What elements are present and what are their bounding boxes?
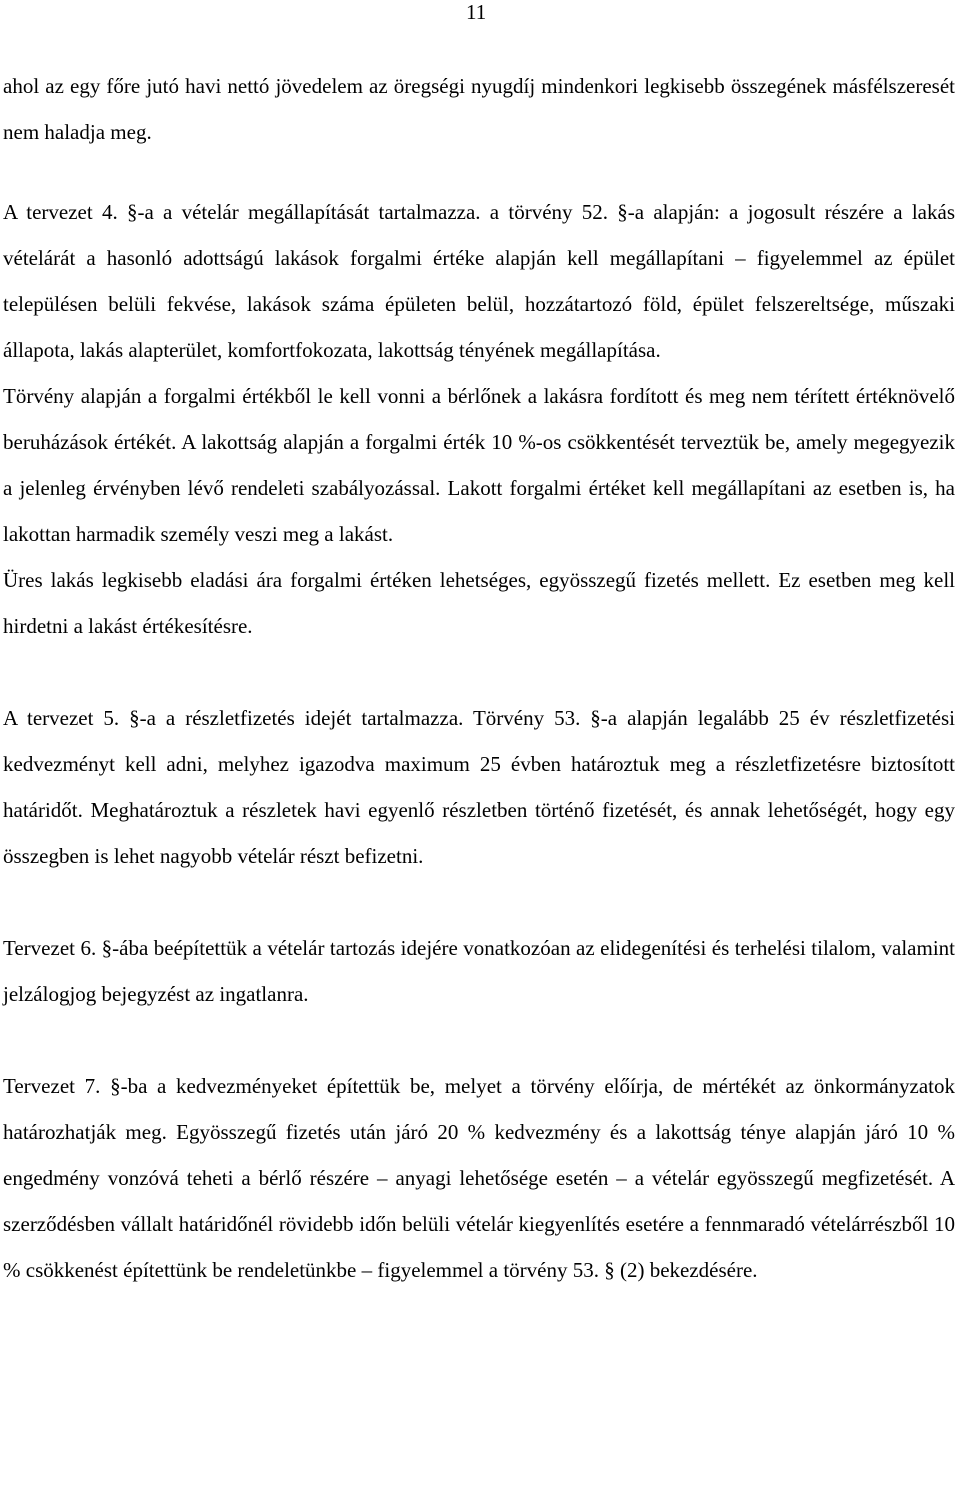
page-number: 11 xyxy=(466,0,487,24)
document-body xyxy=(3,63,955,1293)
paragraph-alienation-ban: Tervezet 6. §-ába beépítettük a vételár tartozás idejére vonatkozóan az elidegenítési és terhelési tilalom, valamint jelzálogjog bejegyzést az ingatlanra. xyxy=(3,936,955,1006)
paragraph-market-value-deduction: Törvény alapján a forgalmi értékből le kell vonni a bérlőnek a lakásra fordított és meg nem térített értéknövelő beruházások értékét. A lakottság alapján a forgalmi érték 10 %-os csökkentését terveztük be, amely megegyezik a jelenleg érvényben lévő rendeleti szabályozással. Lakott forgalmi értéket kell megállapítani az esetben is, ha lakottan harmadik személy veszi meg a lakást. xyxy=(3,384,955,546)
paragraph-spacer xyxy=(3,1017,955,1063)
paragraph-installment-payment: A tervezet 5. §-a a részletfizetés idejét tartalmazza. Törvény 53. §-a alapján legalább 25 év részletfizetési kedvezményt kell adni, melyhez igazodva maximum 25 évben határoztuk meg a részletfizetésre biztosított határidőt. Meghatároztuk a részletek havi egyenlő részletben történő fizetését, és annak lehetőségét, hogy egy összegben is lehet nagyobb vételár részt befizetni. xyxy=(3,706,955,868)
paragraph-spacer xyxy=(3,649,955,695)
paragraph-vacant-apartment: Üres lakás legkisebb eladási ára forgalmi értéken lehetséges, egyösszegű fizetés mellett. Ez esetben meg kell hirdetni a lakást értékesítésre. xyxy=(3,568,955,638)
paragraph-purchase-price: A tervezet 4. §-a a vételár megállapítását tartalmazza. a törvény 52. §-a alapján: a jogosult részére a lakás vételárát a hasonló adottságú lakások forgalmi értéke alapján kell megállapítani – figyelemmel az épület településen belüli fekvése, lakások száma épületen belül, hozzátartozó föld, épület felszereltsége, műszaki állapota, lakás alapterület, komfortfokozata, lakottság tényének megállapítása. xyxy=(3,200,955,362)
paragraph-spacer xyxy=(3,155,955,189)
paragraph-spacer xyxy=(3,879,955,925)
paragraph-income-limit: ahol az egy főre jutó havi nettó jövedelem az öregségi nyugdíj mindenkori legkisebb összegének másfélszeresét nem haladja meg. xyxy=(3,74,955,144)
paragraph-discounts: Tervezet 7. §-ba a kedvezményeket építettük be, melyet a törvény előírja, de mértékét az önkormányzatok határozhatják meg. Egyösszegű fizetés után járó 20 % kedvezmény és a lakottság ténye alapján járó 10 % engedmény vonzóvá teheti a bérlő részére – anyagi lehetősége esetén – a vételár egyösszegű megfizetését. A szerződésben vállalt határidőnél rövidebb időn belüli vételár kiegyenlítés esetére a fennmaradó vételárrészből 10 % csökkenést építettünk be rendeletünkbe – figyelemmel a törvény 53. § (2) bekezdésére. xyxy=(3,1074,955,1282)
